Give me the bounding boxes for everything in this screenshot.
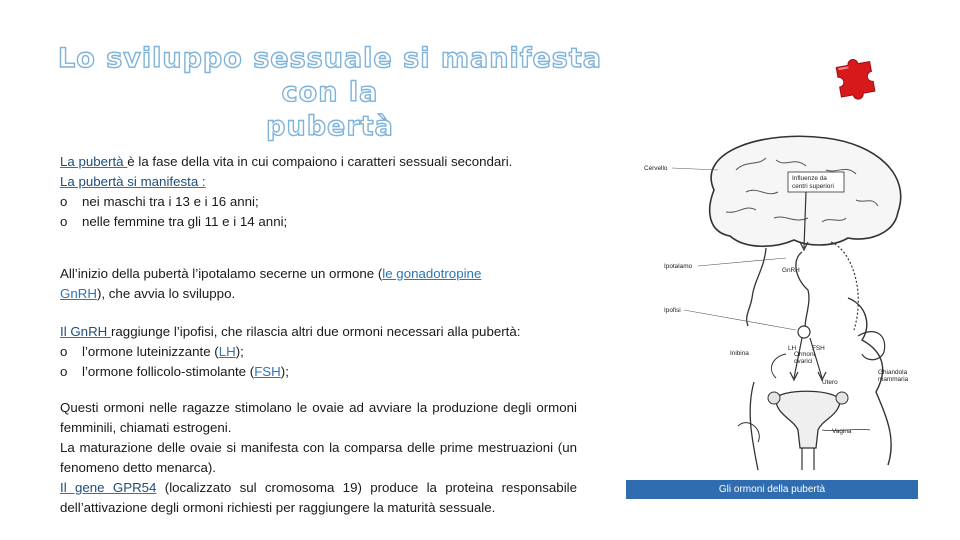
label-mammaria: mammaria — [878, 376, 909, 383]
fsh-link[interactable]: FSH — [254, 364, 281, 379]
title-line-1: Lo sviluppo sessuale si manifesta con la — [58, 43, 602, 108]
label-ipofisi: Ipofisi — [664, 307, 681, 314]
hormone-text-end: ); — [235, 344, 244, 359]
bullet-fsh: o l’ormone follicolo-stimolante (FSH); — [60, 364, 289, 379]
label-vagina: Vagina — [832, 428, 852, 435]
bullet-age-males: o nei maschi tra i 13 e i 16 anni; — [60, 192, 577, 212]
gnrh-link[interactable]: GnRH — [60, 286, 97, 301]
label-cervello: Cervello — [644, 165, 668, 172]
pituitary-shape — [798, 326, 810, 338]
label-fsh: FSH — [812, 345, 825, 352]
label-influenze: Influenze da — [792, 175, 827, 182]
paragraph-manifest[interactable]: La pubertà si manifesta : — [60, 174, 206, 189]
hormone-text: l’ormone follicolo-stimolante ( — [82, 364, 255, 379]
slide-body — [60, 152, 577, 518]
definition-text: è la fase della vita in cui compaiono i caratteri sessuali secondari. — [127, 154, 513, 169]
paragraph-ipofisi — [60, 322, 577, 342]
hormone-text-end: ); — [280, 364, 289, 379]
bullet-text: nei maschi tra i 13 e i 16 anni; — [82, 194, 259, 209]
hormone-text: l’ormone luteinizzante ( — [82, 344, 219, 359]
diagram-caption: Gli ormoni della pubertà — [626, 480, 918, 499]
puberty-hormones-diagram — [626, 130, 918, 480]
paragraph-gnrh — [60, 264, 577, 304]
lh-link[interactable]: LH — [218, 344, 236, 359]
uterus-shape — [776, 391, 840, 448]
bullet-text: nelle femmine tra gli 11 e i 14 anni; — [82, 214, 288, 229]
label-ghiandola: Ghiandola — [878, 369, 908, 376]
gonadotropine-link[interactable]: le gonadotropine — [382, 266, 482, 281]
puberty-link[interactable]: La pubertà — [60, 154, 128, 169]
gpr54-link[interactable]: Il gene GPR54 — [60, 480, 157, 495]
gene-text: (localizzato sul cromosoma 19) produce la proteina responsabile dell’attivazione degli ormoni richiesti per raggiungere la maturità sessuale. — [60, 480, 577, 515]
gnrh-text-end: ), che avvia lo sviluppo. — [96, 286, 236, 301]
bullet-age-females: o nelle femmine tra gli 11 e i 14 anni; — [60, 212, 577, 232]
gnrh-ref-link[interactable]: Il GnRH — [60, 324, 111, 339]
title-line-2: pubertà — [266, 111, 394, 142]
label-gnrh: GnRH — [782, 267, 800, 274]
bullet-lh: o l’ormone luteinizzante (LH); — [60, 344, 244, 359]
label-ovarici: ovarici — [794, 358, 813, 365]
gnrh-text: All’inizio della pubertà l’ipotalamo secerne un ormone ( — [60, 266, 383, 281]
label-inibina: Inibina — [730, 350, 749, 357]
label-lh: LH — [788, 345, 797, 352]
paragraph-definition — [60, 152, 577, 172]
puzzle-piece-icon — [826, 50, 888, 102]
paragraph-estrogeni: Questi ormoni nelle ragazze stimolano le ovaie ad avviare la produzione degli ormoni femminili, chiamati estrogeni. — [60, 400, 577, 435]
label-ipotalamo: Ipotalamo — [664, 263, 693, 270]
ipofisi-text: raggiunge l’ipofisi, che rilascia altri due ormoni necessari alla pubertà: — [110, 324, 521, 339]
label-ormoni: Ormoni — [794, 351, 815, 358]
paragraph-gene — [60, 478, 577, 518]
slide-title — [40, 42, 620, 144]
label-influenze-2: centri superiori — [792, 183, 834, 190]
paragraph-menarca: La maturazione delle ovaie si manifesta con la comparsa delle prime mestruazioni (un fenomeno detto menarca). — [60, 440, 577, 475]
label-utero: Utero — [822, 379, 838, 386]
